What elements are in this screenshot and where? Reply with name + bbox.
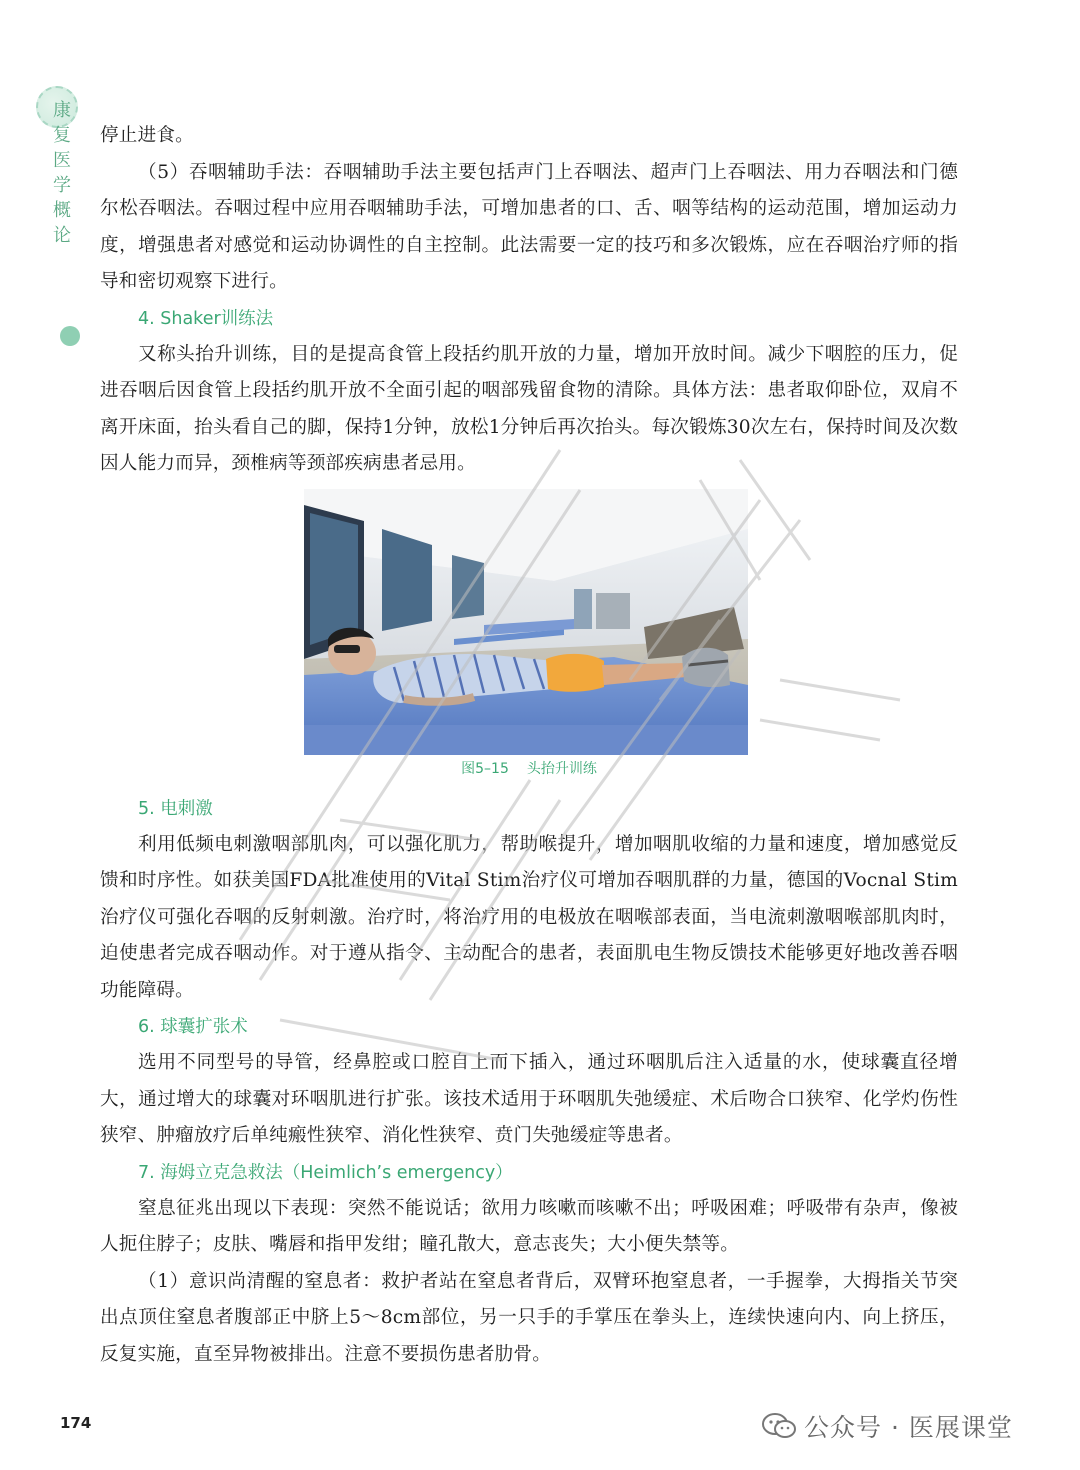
- paragraph: 停止进食。: [100, 125, 194, 146]
- section-heading: 6. 球囊扩张术: [138, 1017, 248, 1037]
- photo-illustration: [304, 489, 748, 755]
- wechat-brand: [762, 1406, 1013, 1446]
- section-heading: 5. 电刺激: [138, 798, 213, 819]
- book-title-char: 康: [53, 100, 71, 121]
- head-lift-training-photo: [304, 489, 748, 755]
- page-number: 174: [60, 1414, 92, 1432]
- brand-text: 公众号 · 医展课堂: [804, 1413, 1013, 1442]
- book-title-char: 医: [53, 150, 71, 171]
- book-title-char: 概: [53, 200, 71, 221]
- book-title-tab: [30, 82, 88, 282]
- figure: [100, 489, 958, 781]
- paragraph: （1）意识尚清醒的窒息者：救护者站在窒息者背后，双臂环抱窒息者，一手握拳，大拇指关节突出点顶住窒息者腹部正中脐上5～8cm部位，另一只手的手掌压在拳头上，连续快速向内、向上挤压，反复实施，直至异物被排出。注意不要损伤患者肋骨。: [100, 1270, 958, 1365]
- paragraph: （5）吞咽辅助手法：吞咽辅助手法主要包括声门上吞咽法、超声门上吞咽法、用力吞咽法和门德尔松吞咽法。吞咽过程中应用吞咽辅助手法，可增加患者的口、舌、咽等结构的运动范围，增加运动力度，增强患者对感觉和运动协调性的自主控制。此法需要一定的技巧和多次锻炼，应在吞咽治疗师的指导和密切观察下进行。: [100, 161, 958, 292]
- book-title-char: 论: [53, 225, 71, 246]
- paragraph: 选用不同型号的导管，经鼻腔或口腔自上而下插入，通过环咽肌后注入适量的水，使球囊直径增大，通过增大的球囊对环咽肌进行扩张。该技术适用于环咽肌失弛缓症、术后吻合口狭窄、化学灼伤性狭窄、肿瘤放疗后单纯瘢性狭窄、消化性狭窄、贲门失弛缓症等患者。: [100, 1052, 958, 1146]
- book-title-char: 复: [53, 125, 71, 146]
- paragraph: 窒息征兆出现以下表现：突然不能说话；欲用力咳嗽而咳嗽不出；呼吸困难；呼吸带有杂声，像被人扼住脖子；皮肤、嘴唇和指甲发绀；瞳孔散大，意志丧失；大小便失禁等。: [100, 1197, 958, 1255]
- section-heading: 4. Shaker训练法: [138, 308, 274, 329]
- figure-title: 头抬升训练: [526, 760, 597, 777]
- section-heading: 7. 海姆立克急救法（Heimlich’s emergency）: [138, 1162, 513, 1183]
- book-title-char: 学: [53, 175, 71, 196]
- figure-number: 图5–15: [461, 760, 509, 777]
- book-title-vertical: [52, 98, 72, 248]
- figure-caption: [100, 757, 958, 781]
- decorative-dot-icon: [60, 326, 80, 346]
- wechat-icon: [762, 1412, 796, 1440]
- paragraph: 利用低频电刺激咽部肌肉，可以强化肌力，帮助喉提升，增加咽肌收缩的力量和速度，增加感觉反馈和时序性。如获美国FDA批准使用的Vital Stim治疗仪可增加吞咽肌群的力量，德国的Vocnal Stim治疗仪可强化吞咽的反射刺激。治疗时，将治疗用的电极放在咽喉部表面，当电流刺激咽喉部肌肉时，迫使患者完成吞咽动作。对于遵从指令、主动配合的患者，表面肌电生物反馈技术能够更好地改善吞咽功能障碍。: [100, 833, 958, 1001]
- paragraph: 又称头抬升训练，目的是提高食管上段括约肌开放的力量，增加开放时间。减少下咽腔的压力，促进吞咽后因食管上段括约肌开放不全面引起的咽部残留食物的清除。具体方法：患者取仰卧位，双肩不离开床面，抬头看自己的脚，保持1分钟，放松1分钟后再次抬头。每次锻炼30次左右，保持时间及次数因人能力而异，颈椎病等颈部疾病患者忌用。: [100, 343, 958, 474]
- page-content: [100, 118, 958, 1373]
